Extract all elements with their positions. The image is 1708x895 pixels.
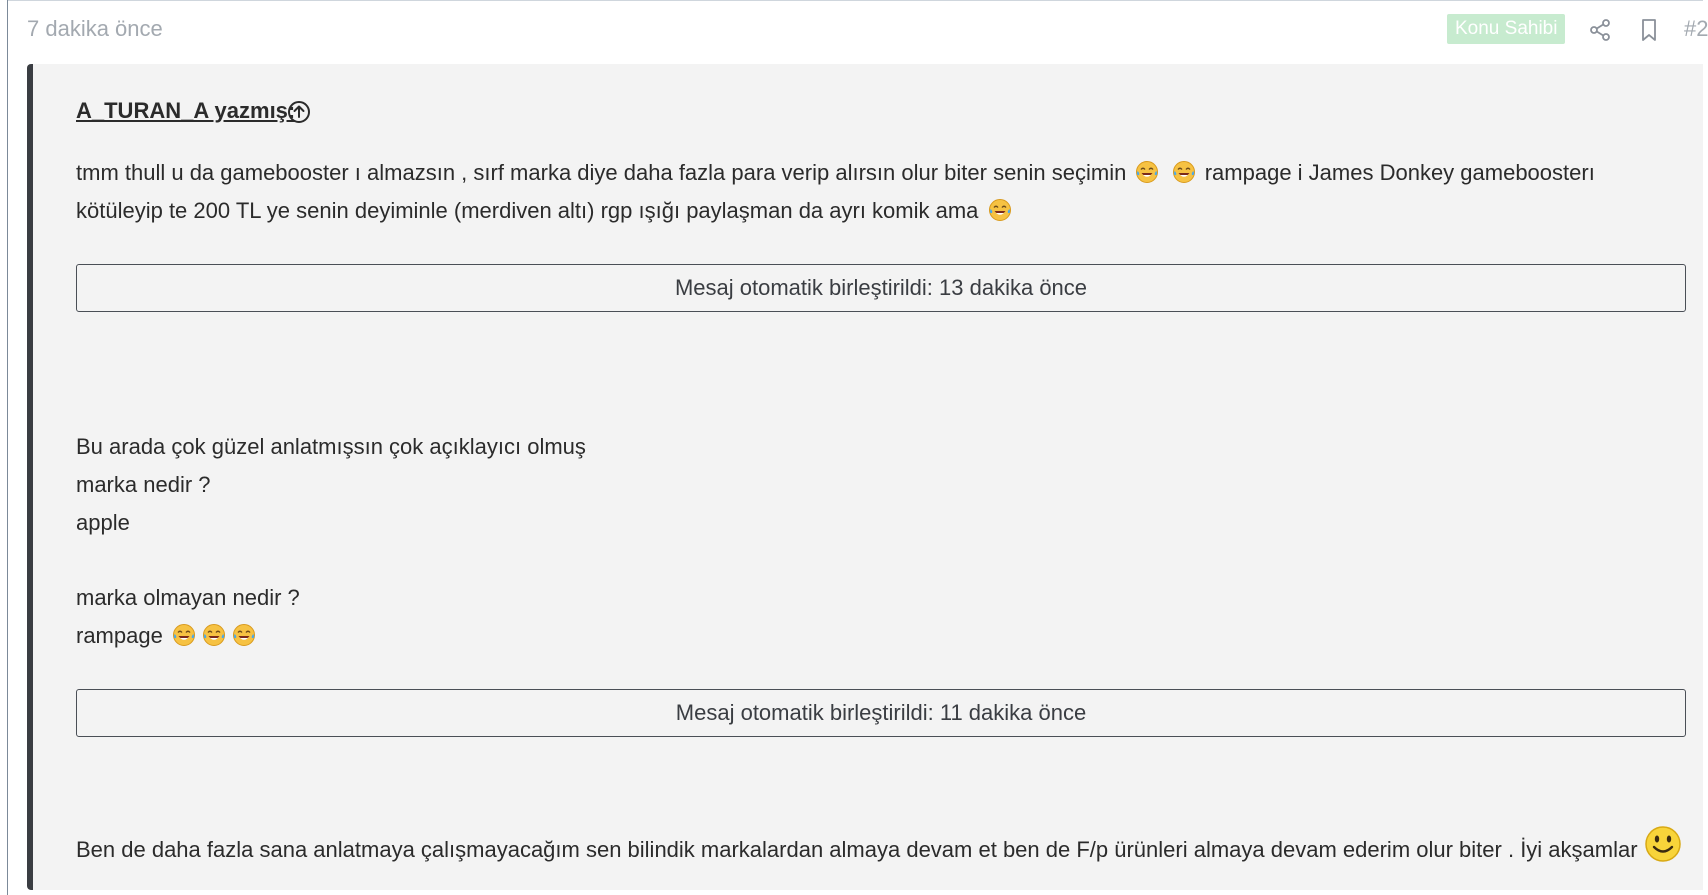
quote-text-part1: tmm thull u da gamebooster ı almazsın , sırf marka diye daha fazla para verip alırsın olur biter senin seçimin	[76, 160, 1127, 185]
body-line: rampage	[76, 623, 163, 648]
left-border	[7, 0, 8, 895]
body-line-rampage	[76, 617, 259, 655]
merge-notice: Mesaj otomatik birleştirildi: 11 dakika önce	[76, 689, 1686, 737]
body-line: marka nedir ?	[76, 472, 211, 497]
body-line: apple	[76, 510, 130, 535]
tears-of-joy-emoji	[1172, 160, 1196, 184]
final-paragraph	[76, 825, 1696, 869]
quote-attribution[interactable]: A_TURAN_A yazmış:	[76, 98, 296, 123]
quote-block	[27, 64, 1703, 890]
tears-of-joy-emoji	[232, 623, 256, 647]
post-header	[27, 14, 1708, 46]
final-text: Ben de daha fazla sana anlatmaya çalışmayacağım sen bilindik markalardan almaya devam et ben de F/p ürünleri almaya devam ederim olur biter . İyi akşamlar	[76, 837, 1638, 862]
body-line: Bu arada çok güzel anlatmışsın çok açıklayıcı olmuş	[76, 434, 586, 459]
tears-of-joy-emoji	[1135, 160, 1159, 184]
quote-text-part2: rampage i James Donkey gameboosterı kötüleyip te 200 TL ye senin deyiminle (merdiven altı) rgp ışığı paylaşman da ayrı komik ama	[76, 160, 1595, 223]
share-icon[interactable]	[1587, 17, 1613, 43]
post-number-link[interactable]: #2	[1684, 16, 1708, 41]
smiley-emoji	[1644, 825, 1682, 863]
body-line: marka olmayan nedir ?	[76, 585, 300, 610]
quote-text	[76, 154, 1686, 230]
merge-notice: Mesaj otomatik birleştirildi: 13 dakika önce	[76, 264, 1686, 312]
thread-starter-badge: Konu Sahibi	[1447, 14, 1565, 44]
bookmark-icon[interactable]	[1636, 17, 1662, 43]
tears-of-joy-emoji	[202, 623, 226, 647]
tears-of-joy-emoji	[988, 198, 1012, 222]
post-time[interactable]: 7 dakika önce	[27, 16, 163, 41]
arrow-up-circle-icon[interactable]	[286, 99, 312, 125]
tears-of-joy-emoji	[172, 623, 196, 647]
top-border	[8, 0, 1703, 1]
